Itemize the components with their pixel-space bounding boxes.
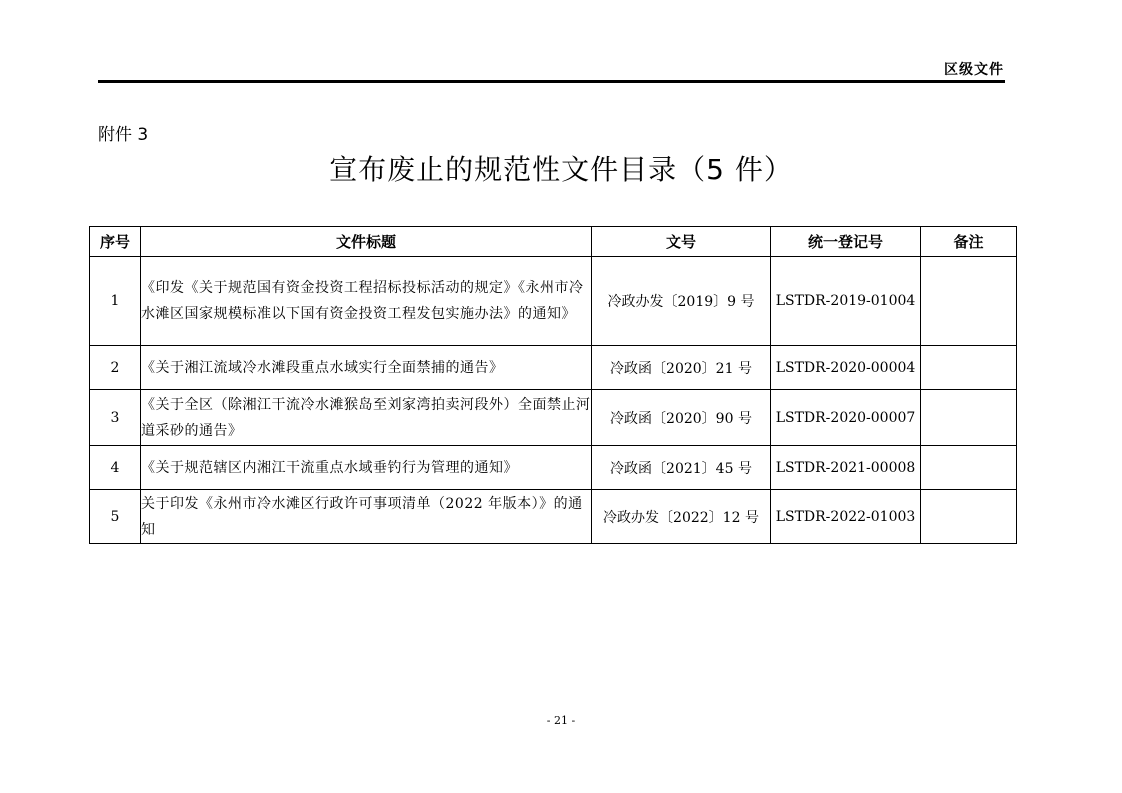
cell-reg-no: LSTDR-2020-00007	[771, 390, 921, 446]
cell-title: 《印发《关于规范国有资金投资工程招标投标活动的规定》《永州市冷水滩区国家规模标准以下国有资金投资工程发包实施办法》的通知》	[141, 257, 592, 346]
cell-title: 《关于全区（除湘江干流冷水滩猴岛至刘家湾拍卖河段外）全面禁止河道采砂的通告》	[141, 390, 592, 446]
cell-note	[921, 490, 1017, 544]
column-header-reg-no: 统一登记号	[771, 227, 921, 257]
cell-doc-no: 冷政函〔2021〕45 号	[592, 446, 771, 490]
attachment-label: 附件 3	[98, 125, 149, 145]
column-header-note: 备注	[921, 227, 1017, 257]
column-header-title: 文件标题	[141, 227, 592, 257]
cell-doc-no: 冷政函〔2020〕90 号	[592, 390, 771, 446]
cell-seq: 4	[90, 446, 141, 490]
cell-note	[921, 390, 1017, 446]
table-header-row	[90, 227, 1017, 257]
table-row	[90, 257, 1017, 346]
cell-title: 《关于规范辖区内湘江干流重点水域垂钓行为管理的通知》	[141, 446, 592, 490]
column-header-doc-no: 文号	[592, 227, 771, 257]
catalog-table	[89, 226, 1017, 544]
cell-note	[921, 346, 1017, 390]
table-row	[90, 390, 1017, 446]
cell-reg-no: LSTDR-2022-01003	[771, 490, 921, 544]
header-label: 区级文件	[944, 62, 1004, 78]
header-rule	[98, 80, 1005, 83]
column-header-seq: 序号	[90, 227, 141, 257]
page-number: - 21 -	[546, 714, 576, 727]
cell-reg-no: LSTDR-2019-01004	[771, 257, 921, 346]
cell-reg-no: LSTDR-2021-00008	[771, 446, 921, 490]
cell-reg-no: LSTDR-2020-00004	[771, 346, 921, 390]
document-title: 宣布废止的规范性文件目录（5 件）	[329, 153, 793, 186]
cell-note	[921, 257, 1017, 346]
cell-seq: 1	[90, 257, 141, 346]
cell-seq: 3	[90, 390, 141, 446]
cell-note	[921, 446, 1017, 490]
cell-title: 关于印发《永州市冷水滩区行政许可事项清单（2022 年版本）》的通知	[141, 490, 592, 544]
table-row	[90, 490, 1017, 544]
cell-doc-no: 冷政函〔2020〕21 号	[592, 346, 771, 390]
cell-doc-no: 冷政办发〔2019〕9 号	[592, 257, 771, 346]
cell-doc-no: 冷政办发〔2022〕12 号	[592, 490, 771, 544]
table-row	[90, 346, 1017, 390]
cell-title: 《关于湘江流域冷水滩段重点水域实行全面禁捕的通告》	[141, 346, 592, 390]
table-row	[90, 446, 1017, 490]
cell-seq: 2	[90, 346, 141, 390]
cell-seq: 5	[90, 490, 141, 544]
